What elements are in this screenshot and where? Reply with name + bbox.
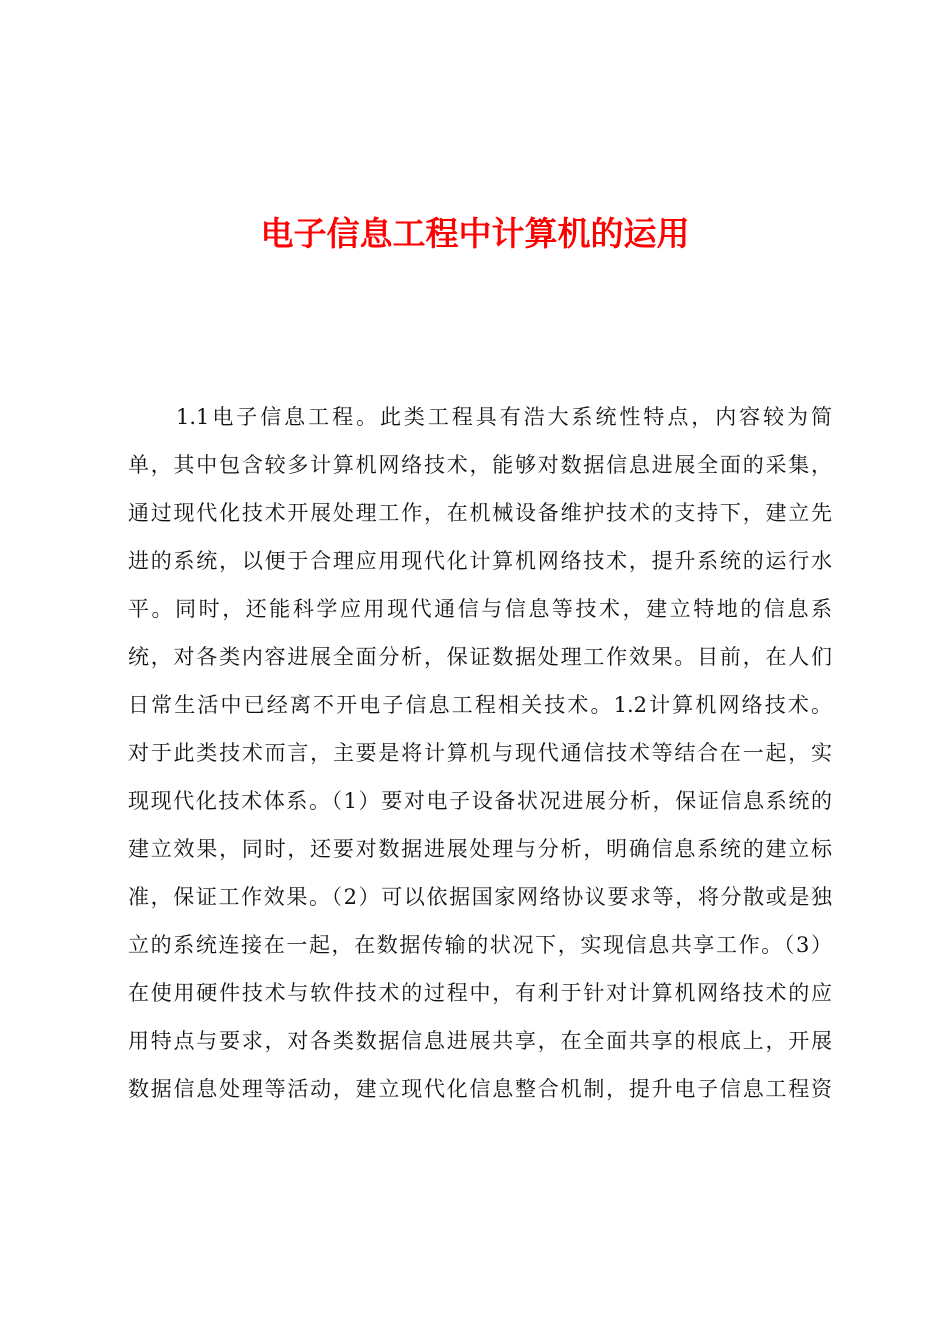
- body-paragraph: [128, 393, 832, 1113]
- paragraph-line: 建立效果，同时，还要对数据进展处理与分析，明确信息系统的建立标: [128, 837, 832, 861]
- paragraph-line: 1.1电子信息工程。此类工程具有浩大系统性特点，内容较为简: [176, 405, 832, 429]
- paragraph-line: 现现代化技术体系。（1）要对电子设备状况进展分析，保证信息系统的: [128, 789, 832, 813]
- paragraph-line: 用特点与要求，对各类数据信息进展共享，在全面共享的根底上，开展: [128, 1029, 832, 1053]
- paragraph-line: 统，对各类内容进展全面分析，保证数据处理工作效果。目前，在人们: [128, 645, 832, 669]
- paragraph-line: 单，其中包含较多计算机网络技术，能够对数据信息进展全面的采集，: [128, 453, 832, 477]
- paragraph-line: 准，保证工作效果。（2）可以依据国家网络协议要求等，将分散或是独: [128, 885, 832, 909]
- paragraph-line: 通过现代化技术开展处理工作，在机械设备维护技术的支持下，建立先: [128, 501, 832, 525]
- paragraph-line: 日常生活中已经离不开电子信息工程相关技术。1.2计算机网络技术。: [128, 693, 832, 717]
- paragraph-line: 立的系统连接在一起，在数据传输的状况下，实现信息共享工作。（3）: [128, 933, 832, 957]
- paragraph-line: 进的系统，以便于合理应用现代化计算机网络技术，提升系统的运行水: [128, 549, 832, 573]
- paragraph-line: 对于此类技术而言，主要是将计算机与现代通信技术等结合在一起，实: [128, 741, 832, 765]
- paragraph-line: 数据信息处理等活动，建立现代化信息整合机制，提升电子信息工程资: [128, 1077, 832, 1101]
- document-title: 电子信息工程中计算机的运用: [260, 214, 690, 253]
- paragraph-line: 平。同时，还能科学应用现代通信与信息等技术，建立特地的信息系: [128, 597, 832, 621]
- paragraph-line: 在使用硬件技术与软件技术的过程中，有利于针对计算机网络技术的应: [128, 981, 832, 1005]
